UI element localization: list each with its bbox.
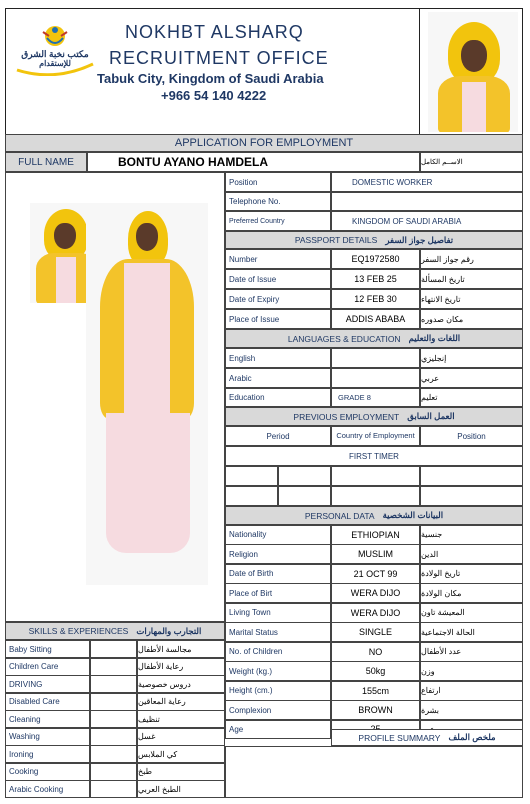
- skill-washing-value: [90, 728, 137, 746]
- marital-status-value: SINGLE: [331, 622, 420, 642]
- previous-title-ar: العمل السابق: [407, 411, 455, 421]
- skill-cleaning-ar: تنظيف: [137, 710, 225, 728]
- application-title-text: APPLICATION FOR EMPLOYMENT: [174, 137, 354, 149]
- skill-baby-sitting-ar: مجالسة الأطفال: [137, 640, 225, 658]
- languages-title: LANGUAGES & EDUCATION: [287, 333, 401, 344]
- previous-employment-title: [225, 407, 523, 426]
- prev-cell: [420, 486, 523, 506]
- education-ar: تعليم: [420, 388, 523, 407]
- no-of-children-label: No. of Children: [225, 642, 331, 662]
- prev-cell: [225, 466, 278, 486]
- nationality-value: ETHIOPIAN: [331, 525, 420, 545]
- place-of-birt-label: Place of Birt: [225, 583, 331, 603]
- logo-text: مكتب نخبة الشرق: [21, 49, 89, 59]
- fullname-label-ar: الاســم الكامل: [420, 152, 523, 172]
- fullname-label: FULL NAME: [5, 152, 87, 172]
- skill-ironing-label: Ironing: [5, 745, 90, 763]
- passport-title-ar: تفاصيل جواز السفر: [385, 234, 454, 245]
- weight-kg-label: Weight (kg.): [225, 661, 331, 681]
- english-value: [331, 348, 420, 368]
- col-position: Position: [420, 426, 523, 446]
- place-of-issue-value: ADDIS ABABA: [331, 309, 420, 329]
- skill-children-care-label: Children Care: [5, 658, 90, 676]
- fullname-value: BONTU AYANO HAMDELA: [87, 152, 420, 172]
- religion-value: MUSLIM: [331, 544, 420, 564]
- date-of-issue-label: Date of Issue: [225, 269, 331, 289]
- english-label: English: [225, 348, 331, 368]
- office-title: RECRUITMENT OFFICE: [109, 48, 329, 68]
- date-of-expiry-value: 12 FEB 30: [331, 289, 420, 309]
- col-country: Country of Employment: [331, 426, 420, 446]
- skill-children-care-ar: رعاية الأطفال: [137, 658, 225, 676]
- logo-subtext: للإستقدام: [39, 59, 71, 68]
- arabic-ar: عربي: [420, 368, 523, 388]
- date-of-issue-ar: تاريخ المسألة: [420, 269, 523, 289]
- skill-washing-label: Washing: [5, 728, 90, 746]
- living-town-ar: المعيشة تاون: [420, 603, 523, 623]
- passport-section-title: [225, 231, 523, 249]
- full-body-photo: [86, 203, 208, 585]
- telephone-value: [331, 192, 523, 211]
- first-timer-note: FIRST TIMER: [225, 446, 523, 466]
- arabic-label: Arabic: [225, 368, 331, 388]
- prev-cell: [420, 466, 523, 486]
- skills-title: SKILLS & EXPERIENCES: [28, 626, 129, 636]
- col-period: Period: [225, 426, 331, 446]
- weight-kg-value: 50kg: [331, 661, 420, 681]
- prev-cell: [331, 486, 420, 506]
- no-of-children-value: NO: [331, 642, 420, 662]
- languages-section-title: [225, 329, 523, 348]
- skills-title-ar: التجارب والمهارات: [136, 625, 202, 636]
- place-of-birt-value: WERA DIJO: [331, 583, 420, 603]
- skills-section-title: [5, 622, 225, 640]
- living-town-value: WERA DIJO: [331, 603, 420, 623]
- profile-summary-ar: ملخص الملف: [448, 732, 496, 742]
- date-of-issue-value: 13 FEB 25: [331, 269, 420, 289]
- marital-status-ar: الحالة الاجتماعية: [420, 622, 523, 642]
- profile-summary-title: [331, 729, 523, 746]
- age-label: Age: [225, 720, 331, 740]
- date-of-birth-ar: تاريخ الولادة: [420, 564, 523, 584]
- preferred-country-value: KINGDOM OF SAUDI ARABIA: [331, 211, 523, 231]
- place-of-issue-ar: مكان صدوره: [420, 309, 523, 329]
- skill-disabled-care-ar: رعاية المعاقين: [137, 693, 225, 711]
- complexion-label: Complexion: [225, 700, 331, 720]
- skill-baby-sitting-label: Baby Sitting: [5, 640, 90, 658]
- arabic-value: [331, 368, 420, 388]
- skill-disabled-care-value: [90, 693, 137, 711]
- skill-ironing-ar: كي الملابس: [137, 745, 225, 763]
- telephone-label: Telephone No.: [225, 192, 331, 211]
- prev-cell: [278, 466, 331, 486]
- header: [5, 8, 420, 134]
- passport-number-value: EQ1972580: [331, 249, 420, 269]
- height-cm-ar: ارتفاع: [420, 681, 523, 701]
- date-of-expiry-ar: تاريخ الانتهاء: [420, 289, 523, 309]
- date-of-expiry-label: Date of Expiry: [225, 289, 331, 309]
- living-town-label: Living Town: [225, 603, 331, 623]
- skill-driving-ar: دروس خصوصية: [137, 675, 225, 693]
- previous-title: PREVIOUS EMPLOYMENT: [293, 411, 400, 422]
- office-phone: +966 54 140 4222: [161, 88, 267, 103]
- skill-cleaning-value: [90, 710, 137, 728]
- place-of-issue-label: Place of Issue: [225, 309, 331, 329]
- prev-cell: [331, 466, 420, 486]
- personal-title-ar: البيانات الشخصية: [382, 510, 444, 520]
- date-of-birth-label: Date of Birth: [225, 564, 331, 584]
- marital-status-label: Marital Status: [225, 622, 331, 642]
- profile-summary-text: PROFILE SUMMARY: [358, 732, 441, 743]
- passport-title: PASSPORT DETAILS: [294, 235, 378, 245]
- skill-cleaning-label: Cleaning: [5, 710, 90, 728]
- passport-number-ar: رقم جواز السفر: [420, 249, 523, 269]
- skill-cooking-value: [90, 763, 137, 781]
- company-logo: [13, 18, 97, 76]
- skill-cooking-ar: طبخ: [137, 763, 225, 781]
- personal-title: PERSONAL DATA: [304, 510, 375, 521]
- skill-arabic-cooking-ar: الطبخ العربي: [137, 780, 225, 798]
- skill-children-care-value: [90, 658, 137, 676]
- passport-number-label: Number: [225, 249, 331, 269]
- passport-photo: [428, 12, 518, 132]
- photo-area: [5, 172, 225, 622]
- application-title: [5, 134, 523, 152]
- date-of-birth-value: 21 OCT 99: [331, 564, 420, 584]
- position-label: Position: [225, 172, 331, 192]
- height-cm-value: 155cm: [331, 681, 420, 701]
- skill-arabic-cooking-value: [90, 780, 137, 798]
- company-name: NOKHBT ALSHARQ: [125, 22, 304, 42]
- office-city: Tabuk City, Kingdom of Saudi Arabia: [97, 71, 324, 86]
- skill-washing-ar: غسل: [137, 728, 225, 746]
- education-value: GRADE 8: [331, 388, 420, 407]
- nationality-label: Nationality: [225, 525, 331, 545]
- complexion-value: BROWN: [331, 700, 420, 720]
- english-ar: إنجليزي: [420, 348, 523, 368]
- nationality-ar: جنسية: [420, 525, 523, 545]
- position-value: DOMESTIC WORKER: [331, 172, 523, 192]
- profile-summary-box: [225, 746, 523, 798]
- prev-cell: [225, 486, 278, 506]
- languages-title-ar: اللغات والتعليم: [408, 333, 461, 343]
- skill-driving-label: DRIVING: [5, 675, 90, 693]
- skill-disabled-care-label: Disabled Care: [5, 693, 90, 711]
- height-cm-label: Height (cm.): [225, 681, 331, 701]
- preferred-country-label: Preferred Country: [225, 211, 331, 231]
- skill-driving-value: [90, 675, 137, 693]
- skill-arabic-cooking-label: Arabic Cooking: [5, 780, 90, 798]
- skill-cooking-label: Cooking: [5, 763, 90, 781]
- personal-data-title: [225, 506, 523, 525]
- place-of-birt-ar: مكان الولادة: [420, 583, 523, 603]
- no-of-children-ar: عدد الأطفال: [420, 642, 523, 662]
- religion-label: Religion: [225, 544, 331, 564]
- skill-baby-sitting-value: [90, 640, 137, 658]
- weight-kg-ar: وزن: [420, 661, 523, 681]
- education-label: Education: [225, 388, 331, 407]
- religion-ar: الدين: [420, 544, 523, 564]
- skill-ironing-value: [90, 745, 137, 763]
- prev-cell: [278, 486, 331, 506]
- complexion-ar: بشرة: [420, 700, 523, 720]
